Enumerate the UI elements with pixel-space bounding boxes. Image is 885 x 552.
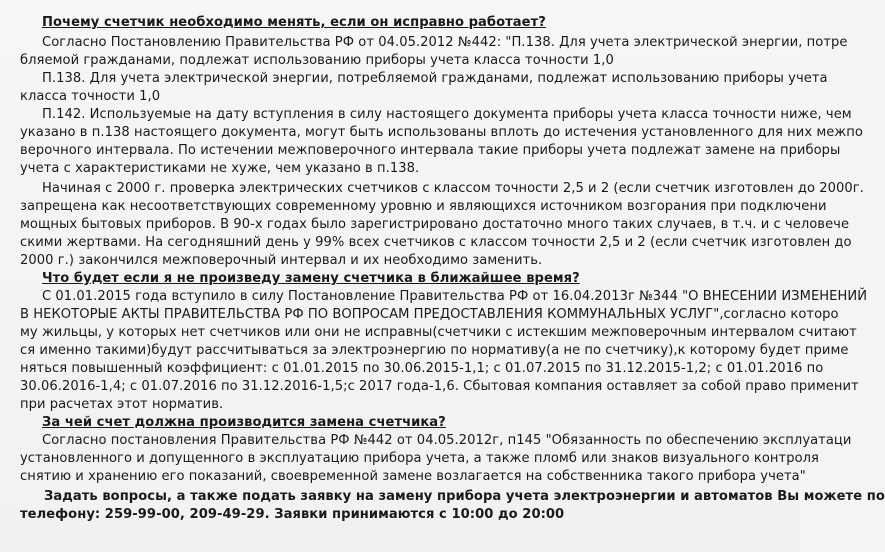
text-line: Согласно постановления Правительства РФ №442 от 04.05.2012г, п145 "Обязанность по обеспечению эксплуатаци xyxy=(42,433,852,448)
text-line: ся именно такими)будут рассчитываться за электроэнергию по нормативу(а не по счетчику),к которому будет приме xyxy=(20,343,849,358)
text-line: П.138. Для учета электрической энергии, потребляемой гражданами, подлежат использованию приборы учета xyxy=(42,71,828,86)
text-line: скими жертвами. На сегодняшний день у 99% всех счетчиков с классом точности 2,5 и 2 (если счетчик изготовлен до xyxy=(20,235,852,250)
text-line: учета с характеристиками не хуже, чем указано в п.138. xyxy=(20,161,420,176)
section-heading-no-replacement: Что будет если я не произведу замену счетчика в ближайшее время? xyxy=(42,271,580,286)
text-line: му жильцы, у которых нет счетчиков или они не исправны(счетчики с истекшим межповерочным интервалом считают xyxy=(20,325,857,340)
text-line: няться повышенный коэффициент: с 01.01.2015 по 30.06.2015-1,1; с 01.07.2015 по 31.12.2015-1,2; с 01.01.2016 по xyxy=(20,361,824,376)
text-line: бляемой гражданами, подлежат использованию приборы учета класса точности 1,0 xyxy=(20,53,614,68)
text-line: П.142. Используемые на дату вступления в силу настоящего документа приборы учета класса точности ниже, чем xyxy=(42,107,852,122)
text-line: Начиная с 2000 г. проверка электрических счетчиков с классом точности 2,5 и 2 (если счетчик изготовлен до 2000г. xyxy=(42,181,864,196)
contact-phones-line: телефону: 259-99-00, 209-49-29. Заявки принимаются с 10:00 до 20:00 xyxy=(20,507,565,522)
text-line: при расчетах этот норматив. xyxy=(20,397,224,412)
section-heading-why-replace: Почему счетчик необходимо менять, если он исправно работает? xyxy=(42,15,546,30)
text-line: класса точности 1,0 xyxy=(20,89,161,104)
section-heading-who-pays: За чей счет должна производится замена счетчика? xyxy=(42,415,446,430)
text-line: 2000 г.) закончился межповерочный интервал и их необходимо заменить. xyxy=(20,253,543,268)
text-line: С 01.01.2015 года вступило в силу Постановление Правительства РФ от 16.04.2013г №344 "О ВНЕСЕНИИ ИЗМЕНЕНИЙ xyxy=(42,289,868,304)
text-line: Согласно Постановлению Правительства РФ от 04.05.2012 №442: "П.138. Для учета электрической энергии, потре xyxy=(42,35,848,50)
text-line: верочного интервала. По истечении межповерочного интервала такие приборы учета подлежат замене на приборы xyxy=(20,143,841,158)
text-line: снятию и хранению его показаний, своевременной замене возлагается на собственника такого прибора учета" xyxy=(20,469,806,484)
text-line: установленного и допущенного в эксплуатацию прибора учета, а также пломб или знаков визуального контроля xyxy=(20,451,819,466)
text-line: указано в п.138 настоящего документа, могут быть использованы вплоть до истечения установленного для них межпо xyxy=(20,125,863,140)
text-line: мощных бытовых приборов. В 90-х годах было зарегистрировано достаточно много таких случаев, в т.ч. и с человече xyxy=(20,217,850,232)
text-line: запрещена как несоответствующих современному уровню и являющихся источником возгорания при подключени xyxy=(20,199,827,214)
contact-line: Задать вопросы, а также подать заявку на замену прибора учета электроэнергии и автоматов Вы можете по xyxy=(44,489,885,504)
text-line: В НЕКОТОРЫЕ АКТЫ ПРАВИТЕЛЬСТВА РФ ПО ВОПРОСАМ ПРЕДОСТАВЛЕНИЯ КОММУНАЛЬНЫХ УСЛУГ",согласно которо xyxy=(20,307,839,322)
text-line: 30.06.2016-1,4; с 01.07.2016 по 31.12.2016-1,5;с 2017 года-1,6. Сбытовая компания оставляет за собой право применит xyxy=(20,379,859,394)
